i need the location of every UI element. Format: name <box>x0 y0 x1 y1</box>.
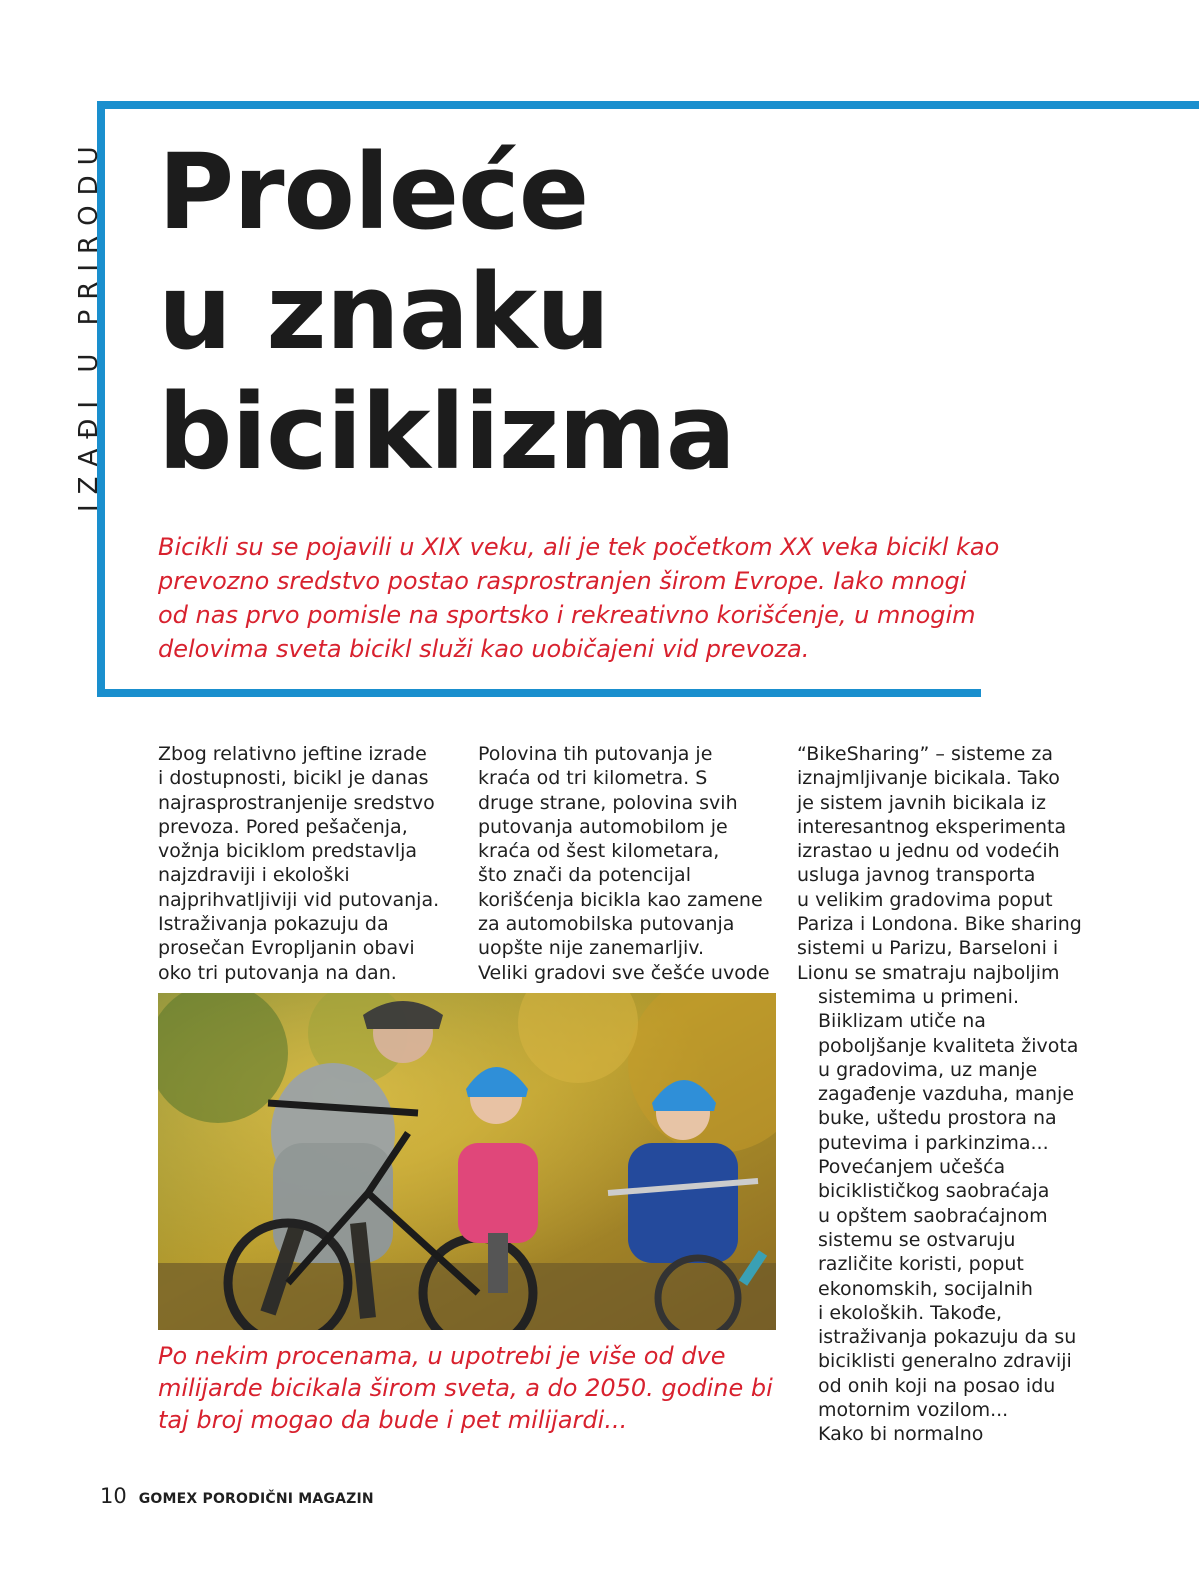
text-line: istraživanja pokazuju da su <box>818 1326 1077 1349</box>
text-line: poboljšanje kvaliteta života <box>818 1034 1079 1057</box>
text-line: kraća od tri kilometra. S <box>478 767 708 790</box>
text-line: u opštem saobraćajnom <box>818 1204 1048 1227</box>
text-line: kraća od šest kilometara, <box>478 840 720 863</box>
text-line: iznajmljivanje bicikala. Tako <box>797 767 1060 790</box>
text-line: interesantnog eksperimenta <box>797 815 1067 838</box>
text-line: korišćenja bicikla kao zamene <box>478 888 763 911</box>
lead-line: Bicikli su se pojavili u XIX veku, ali je tek početkom XX veka bicikl kao <box>158 533 1000 561</box>
title-line: Proleće <box>158 131 589 253</box>
text-line: Kako bi normalno <box>818 1423 984 1446</box>
text-column-2 <box>478 742 778 985</box>
article-title <box>158 132 958 492</box>
text-line: oko tri putovanja na dan. <box>158 961 397 984</box>
text-line: i ekoloških. Takođe, <box>818 1301 1003 1324</box>
lead-paragraph <box>158 530 1000 666</box>
lead-line: prevozno sredstvo postao rasprostranjen širom Evrope. Iako mnogi <box>158 567 967 595</box>
text-line: prosečan Evropljanin obavi <box>158 937 415 960</box>
text-line: usluga javnog transporta <box>797 864 1036 887</box>
text-line: zagađenje vazduha, manje <box>818 1083 1075 1106</box>
text-line: Polovina tih putovanja je <box>478 743 713 765</box>
page-footer <box>100 1484 374 1508</box>
section-label: IZAĐI U PRIRODU <box>74 136 104 512</box>
text-line: vožnja biciklom predstavlja <box>158 840 418 863</box>
text-line: putevima i parkinzima... <box>818 1131 1049 1154</box>
text-column-3 <box>797 742 1097 1447</box>
page-number: 10 <box>100 1484 127 1508</box>
text-line: Veliki gradovi sve češće uvode <box>478 961 770 984</box>
caption-line: Po nekim procenama, u upotrebi je više od dve <box>158 1342 726 1370</box>
caption-line: taj broj mogao da bude i pet milijardi... <box>158 1406 628 1434</box>
text-line: za automobilska putovanja <box>478 913 735 936</box>
text-line: putovanja automobilom je <box>478 815 728 838</box>
text-line: Povećanjem učešća <box>818 1156 1006 1179</box>
frame-bottom-border <box>97 689 981 697</box>
lead-line: delovima sveta bicikl služi kao uobičajeni vid prevoza. <box>158 635 810 663</box>
text-line: motornim vozilom... <box>818 1399 1009 1422</box>
text-line: Biiklizam utiče na <box>818 1010 986 1033</box>
text-line: različite koristi, poput <box>818 1253 1024 1276</box>
family-cycling-photo <box>158 993 776 1330</box>
photo-caption <box>158 1340 778 1436</box>
text-line: Zbog relativno jeftine izrade <box>158 743 427 765</box>
text-column-1 <box>158 742 458 985</box>
text-line: u gradovima, uz manje <box>818 1058 1038 1081</box>
text-line: i dostupnosti, bicikl je danas <box>158 767 429 790</box>
magazine-name: GOMEX PORODIČNI MAGAZIN <box>138 1491 374 1507</box>
text-line: najrasprostranjenije sredstvo <box>158 791 435 814</box>
text-line: biciklisti generalno zdraviji <box>818 1350 1072 1373</box>
text-line: sistemi u Parizu, Barseloni i <box>797 937 1059 960</box>
title-line: u znaku <box>158 251 610 373</box>
text-line: najprihvatljiviji vid putovanja. <box>158 888 440 911</box>
text-line: izrastao u jednu od vodećih <box>797 840 1060 863</box>
text-line: ekonomskih, socijalnih <box>818 1277 1033 1300</box>
lead-line: od nas prvo pomisle na sportsko i rekreativno korišćenje, u mnogim <box>158 601 976 629</box>
text-line: Lionu se smatraju najboljim <box>797 961 1060 984</box>
text-line: prevoza. Pored pešačenja, <box>158 815 408 838</box>
text-line: biciklističkog saobraćaja <box>818 1180 1050 1203</box>
text-line: što znači da potencijal <box>478 864 691 887</box>
caption-line: milijarde bicikala širom sveta, a do 2050. godine bi <box>158 1374 773 1402</box>
frame-top-border <box>97 101 1199 109</box>
text-line: sistemima u primeni. <box>818 985 1019 1008</box>
text-line: uopšte nije zanemarljiv. <box>478 937 705 960</box>
text-line: “BikeSharing” – sisteme za <box>797 743 1054 765</box>
text-line: je sistem javnih bicikala iz <box>797 791 1046 814</box>
title-line: biciklizma <box>158 371 735 493</box>
text-line: od onih koji na posao idu <box>818 1374 1056 1397</box>
text-line: Istraživanja pokazuju da <box>158 913 389 936</box>
text-line: sistemu se ostvaruju <box>818 1228 1016 1251</box>
text-line: druge strane, polovina svih <box>478 791 738 814</box>
text-line: Pariza i Londona. Bike sharing <box>797 913 1082 936</box>
text-line: najzdraviji i ekološki <box>158 864 350 887</box>
text-line: u velikim gradovima poput <box>797 888 1053 911</box>
text-line: buke, uštedu prostora na <box>818 1107 1057 1130</box>
